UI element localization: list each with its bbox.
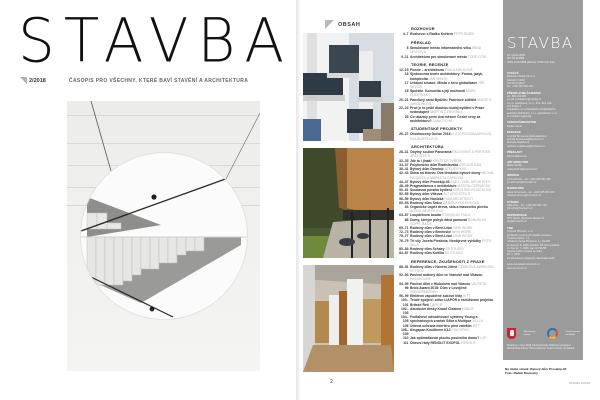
toc-page-range: 8 <box>406 46 409 51</box>
toc-entry-title: Akustické desky Knauf Cleaneo <box>410 306 462 311</box>
toc-entry-text <box>410 251 495 255</box>
toc-entry <box>397 298 495 306</box>
toc-entry-title: Trvalé spojení: zdivo LIAPOR a rozšířování projektu Britské Řeti <box>410 298 494 307</box>
toc-entry <box>397 251 495 255</box>
balconies-icon <box>303 33 394 141</box>
toc-entry-text <box>410 307 495 315</box>
toc-page-range: 94–95 <box>399 281 409 286</box>
toc-entry-author: ATELIER KVS <box>444 167 467 172</box>
toc-page-range: 75–77 <box>399 234 409 239</box>
cover-credit-photo: Foto: Radek Brunecký <box>505 371 538 375</box>
toc-entry-text <box>410 89 495 97</box>
impressum-line: Milena Böhmová <box>507 154 527 158</box>
toc-entry-author: MARK PLÁTOVSKÝ <box>410 89 476 98</box>
toc-entry <box>397 55 495 59</box>
toc-entry-text <box>410 132 495 140</box>
impressum-page <box>495 0 600 400</box>
toc-entry-author: JIŘÍ ŠEVČÍK <box>410 80 485 90</box>
toc-entry <box>397 171 495 179</box>
toc-entry-author: MARTIN ČERVENKA <box>430 110 463 115</box>
toc-entry-title: Rodinný dům v Brně-Líšni <box>410 225 453 230</box>
toc-page-range: 32–33 <box>399 158 409 163</box>
impressum-block-heading: MARKETING <box>507 186 524 191</box>
impressum-line: 150 00 Praha 5 <box>507 82 525 85</box>
impressum-meta <box>507 54 581 64</box>
impressum-block <box>507 72 581 89</box>
toc-entry-title: Ohodnocený Dučan 2018 <box>410 132 451 137</box>
toc-entry-title: Polyfunkční dům Bratislavská <box>410 162 459 167</box>
impressum-line: Markéta Vojtíšková <box>507 141 529 145</box>
toc-entry-author: AV STUDIO <box>444 251 463 256</box>
toc-page-range: 63 <box>404 204 409 209</box>
toc-entry-title: Loupáčkova bouda <box>410 213 441 218</box>
chamber-label: Česká komora architektů <box>565 330 580 336</box>
toc-entry <box>397 328 495 336</box>
toc-entry <box>397 239 495 247</box>
toc-entry-text <box>410 286 495 294</box>
toc-entry-author: SP STUDIO <box>445 246 464 251</box>
toc-entry-title: Urbánní situace. Města v šeru globalizace <box>410 80 478 85</box>
toc-entry-title: Tři vily Josefa Pleskota. Neobjevné vyhlídky <box>410 238 482 243</box>
impressum-block <box>507 131 581 148</box>
toc-page-range: 25 <box>404 114 409 119</box>
toc-page-range: 22–24 <box>399 106 409 111</box>
toc-page-range: 69–71 <box>399 225 409 230</box>
toc-entry-author: RENOLIT <box>461 340 476 345</box>
toc-entry <box>397 98 495 106</box>
impressum-line: Ludmila Bonneová (šéfredaktorka) <box>507 134 547 138</box>
toc-page-range: 20–21 <box>399 97 409 102</box>
toc-entry <box>397 218 495 226</box>
toc-entry-title: Brick Award 2018: Dům v Lovojírně <box>410 285 467 290</box>
toc-entry-author: ATELIER SAM <box>459 162 482 167</box>
toc-page-range: 64–67 <box>399 213 409 218</box>
toc-page-range: 92–93 <box>399 273 409 278</box>
balconies-facade-photo <box>303 33 394 141</box>
toc-entry-author: HELAHOUSE <box>410 277 431 282</box>
toc-entry-author: DANIELA POLÁNKOVÁ <box>442 200 480 205</box>
toc-entry <box>397 132 495 140</box>
cover-credit <box>505 367 566 375</box>
toc-entry-text <box>410 81 495 89</box>
toc-entry-text <box>410 46 495 54</box>
impressum-line: jiri.lochman@bmczech.cz <box>507 180 537 184</box>
ceska-komora-architektu-icon <box>547 328 558 339</box>
impressum-block <box>507 263 581 270</box>
impressum-line: DTP Studio, Business Media CZ <box>507 217 545 221</box>
toc-entry <box>397 46 495 54</box>
impressum-line: ludmila.bonneova@bmczech.cz <box>507 138 544 142</box>
ministry-label: Ministerstvo kultury <box>523 330 536 336</box>
interior-corridor-photo <box>303 265 394 372</box>
impressum-block-heading: ART DIRECTOR <box>507 160 529 165</box>
toc-page-range: 106 <box>402 323 409 328</box>
toc-entry-text <box>410 239 495 247</box>
toc-entry <box>397 315 495 323</box>
meta-line: 25. ročník 2018 <box>507 54 525 57</box>
toc-page-range: 84–87 <box>399 251 409 256</box>
toc-section-title: TEORIE, RECENZE <box>411 62 449 68</box>
impressum-panel <box>503 0 583 360</box>
toc-entry-author: VAI RETA <box>471 281 487 286</box>
toc-entry-author: PETR SKLA <box>410 238 492 247</box>
toc-entry-title: Sjednocená teorie architektury: Forma, jazyk, komplexita <box>410 72 484 81</box>
toc-page-range: 76–79 <box>399 238 409 243</box>
toc-section-title: STUDENTSKÉ PROJEKTY <box>411 126 463 132</box>
toc-entry-author: BOHUSLAV VOPPL BASÍK <box>410 217 487 226</box>
toc-entry-author: JAN JEHLÍK <box>428 76 448 81</box>
toc-page-range: 50–51 <box>399 188 409 193</box>
toc-entry-title: Pragmatismus v architektuře <box>410 183 457 188</box>
toc-entry-title: Rodinný dům v Brně-Líšni <box>410 234 453 239</box>
toc-entry-title: Pasivní rodinný dům ve Vranově nad Vltavou <box>410 273 483 278</box>
heading-triangle-icon <box>325 20 334 29</box>
toc-entry-title: Sláva na židovu. Dva tírmkahé bytové domy <box>410 171 481 176</box>
toc-entry-title: Jde to i jinak! <box>410 158 432 163</box>
impressum-line: Českou poštou, s.p. <box>507 236 530 240</box>
toc-page-range: 4–7 <box>402 32 409 37</box>
toc-section-title: PŘEKLAD <box>411 39 431 45</box>
toc-entry-title: Co ukázaly první dva měsíce České ceny za architekturu? <box>410 114 481 123</box>
toc-entry-author: TODD OTÍS <box>467 54 487 59</box>
impressum-line: 26. 2. 2018 <box>507 253 520 257</box>
toc-entry-title: Proč je to ještě dlouhou budoj bydlení v Praze nedostupné <box>410 106 485 115</box>
toc-entry <box>397 81 495 89</box>
impressum-line: hana.krmenova@bmczech.cz <box>507 194 542 198</box>
toc-entry-author: LXP <box>480 336 487 341</box>
toc-entry <box>397 150 495 158</box>
impressum-block-heading: INZERCE <box>507 173 520 178</box>
toc-entry-title: Rodinný dům Kutilka <box>410 251 444 256</box>
toc-entry-author: MARTIN ČERNÁČEK <box>457 183 491 188</box>
toc-entry-author: XELLA <box>472 319 483 324</box>
impressum-block-heading: PŘEKLADY <box>507 150 523 155</box>
impressum-block-heading: VEDOUCÍ REDAKTOR <box>507 120 537 125</box>
toc-entry-title: Architektura pro simulované město <box>410 54 467 59</box>
toc-page-range: 34–37 <box>399 162 409 167</box>
toc-entry-title: Obecní řády RENOLIT EXOFOL <box>410 340 461 345</box>
toc-page-range: 102–103 <box>400 306 409 316</box>
toc-section-title: ROZHOVOR <box>411 26 435 32</box>
toc-entry-author: MICHAL PALAŠČÍK A MARKÉTA ČAPKOVÁ <box>410 171 495 180</box>
toc-entry-author: ALENA VANĚČKOVÁ <box>410 209 443 214</box>
toc-entry-title: Bytový dům Nosická <box>410 196 444 201</box>
toc-entry-title: Obytný soubor Panorama <box>410 150 452 155</box>
toc-entry-author: ISTT <box>472 323 480 328</box>
toc-entry-text <box>410 72 495 80</box>
toc-entry-title: Rodinný dům Schaey <box>410 246 445 251</box>
impressum-block <box>507 92 581 118</box>
toc-entry <box>397 72 495 80</box>
toc-entry-author: PAVLA MELKOVÁ <box>444 68 473 73</box>
wooden-terrace-photo <box>303 148 394 258</box>
toc-entry-title: Simulované město informačního věku <box>410 46 472 51</box>
toc-page-range: 52–55 <box>399 192 409 197</box>
toc-entry-text <box>410 32 495 36</box>
toc-entry-author: HAM ARCHITEKTI <box>444 196 473 201</box>
impressum-line: ze dne 20. 8. 1995 a Dodat. 5/6 Vod vysílania <box>507 243 560 247</box>
impressum-line: dtp@bmczech.cz <box>507 220 527 224</box>
contents-label: OBSAH <box>338 21 361 28</box>
toc-entry <box>397 307 495 315</box>
toc-entry-title: Bytový dům Prosekíp-03 <box>410 179 450 184</box>
toc-entry <box>397 286 495 294</box>
toc-page-range: 100–101 <box>400 298 409 307</box>
toc-page-range: 72–73 <box>399 230 409 235</box>
toc-entry <box>397 265 495 273</box>
toc-entry-title: Panelový areál Bydžlín: Panelové sídliště <box>410 97 477 102</box>
impressum-line: sebíteké distribuční, s.r.o., predplatné, s.r.o. <box>507 111 558 115</box>
impressum-block <box>507 201 581 211</box>
impressum-line: Business Media CZ s.r.o. <box>507 75 536 79</box>
impressum-line: Nádražní 32/32 <box>507 78 525 82</box>
staircase-icon <box>81 153 247 319</box>
impressum-line: jitka.jiha@bmczech.cz <box>507 207 533 211</box>
meta-line: MK ČR E 6684 <box>507 57 525 61</box>
toc-entry-author: LIAPOR <box>429 302 443 307</box>
impressum-block-heading: PŘEDPLATNÉ ČASOPISU <box>507 90 542 95</box>
toc-entry-text <box>410 115 495 123</box>
toc-page-range: 28–31 <box>399 150 409 155</box>
toc-page-range: 80–83 <box>399 246 409 251</box>
impressum-line: matej.kotrba@bmczech.cz <box>507 167 538 171</box>
impressum-line: Stavba potíže uřívatel se tisku: <box>507 250 543 254</box>
impressum-block <box>507 151 581 158</box>
toc-entry-text <box>410 341 495 345</box>
toc-entry-text <box>410 171 495 179</box>
terrace-icon <box>303 148 394 258</box>
impressum-line: ke produkti nejlevněji <box>507 114 532 118</box>
toc-entry-title: Současná povaha bydlení <box>410 188 452 193</box>
toc-page-range: 108–109 <box>400 327 409 337</box>
impressum-line: ze dne 31. 7. 1998. Jan. R-190/98 <box>507 246 547 250</box>
impressum-block <box>507 161 581 171</box>
impressum-block <box>507 187 581 197</box>
impressum-block <box>507 174 581 184</box>
toc-entry-text <box>410 205 495 213</box>
impressum-line: Impress Příbram, s.r.o. <box>507 230 534 234</box>
interior-icon <box>303 265 394 372</box>
toc-page-range: 26–27 <box>399 132 409 137</box>
issue-number: 2/2018 <box>29 77 46 84</box>
impressum-line: Za původnost příspěvků odpovídají autoři. <box>507 256 556 260</box>
contents-heading <box>325 20 360 29</box>
toc-section-title: REFERENCE, ZKUŠENOSTI Z PRAXE <box>411 258 485 264</box>
toc-page-range: 42–43 <box>399 171 409 176</box>
toc-entry-author: KNAUF <box>462 306 474 311</box>
toc-entry-text <box>410 150 495 158</box>
toc-entry-title: Efektivní zapuštěné sokové lišty <box>410 294 463 299</box>
toc-entry-author: PACOVSKÉ A PARTNER ARCHITEKTI <box>410 150 491 159</box>
contents-page <box>300 0 495 400</box>
toc-entry-title: Domy, kterým pohyb dává pamovat <box>410 217 467 222</box>
toc-entry-author: KRYŠTOF TVRDÍK <box>432 158 462 163</box>
impressum-line: tel.: +420 225 351 102 <box>507 85 533 89</box>
toc-page-range: 96–99 <box>399 294 409 299</box>
toc-entry-author: ASEX IVKEL ARCHITEKTI <box>450 179 491 184</box>
impressum-line: odštěpný závod Přeprava, č.j. Nov6/6 <box>507 240 551 244</box>
toc-entry-title: Rozhovor s Radko Květem <box>410 32 453 37</box>
impressum-line: Jiří Lochman – tel.: +420 225 351 446 <box>507 177 551 181</box>
impressum-line: Předplatné ve vydavatelství předplatitelům <box>507 108 556 112</box>
toc-entry-author: NEW WORK <box>451 230 472 235</box>
toc-page-range: 88–91 <box>399 264 409 269</box>
support-note: Projekt je v roce 2018 zabezpečován Podporou programu Ministerstva kultury ČR a podporou České komory architektů <box>507 344 575 351</box>
toc-page-range: 96 <box>404 285 409 290</box>
toc-entry-text <box>410 106 495 114</box>
toc-entry <box>397 273 495 281</box>
impressum-line: 113 Praha 1 <box>507 105 521 109</box>
toc-page-range: 38–41 <box>399 167 409 172</box>
toc-page-range: 9–11 <box>401 54 409 59</box>
impressum-blocks <box>507 72 581 273</box>
ministry-coat-of-arms-icon <box>507 328 516 339</box>
impressum-line: tel.: 800 100 981 <box>507 95 527 99</box>
toc-entry-title: Rodinný dům Srdce <box>410 200 443 205</box>
toc-entry-title: Kingspan Kooltherm K12 <box>410 327 451 332</box>
meta-line: ISSN 1210-9568 (tištěné) / ISSN (on-line) <box>507 60 555 64</box>
impressum-block-heading: VÝROBA <box>507 199 519 204</box>
toc-entry-author: ISTT <box>462 294 471 299</box>
toc-entry-author: KAROLÍNA VOJÁČKOVÁ <box>452 188 492 193</box>
page-number: 2 <box>330 379 333 385</box>
toc-page-range: 56–59 <box>399 196 409 201</box>
toc-entry <box>397 341 495 345</box>
toc-entry-author: KINGSPAN <box>451 327 469 332</box>
impressum-line: Hana Krmenová – tel.: +420 225 351 260 <box>507 190 555 194</box>
impressum-block <box>507 214 581 224</box>
toc-page-range: 17 <box>404 80 409 85</box>
impressum-block <box>507 121 581 128</box>
page-footer: STAVBA 2/2018 <box>568 381 590 385</box>
impressum-line: A.L.C. predplatné, s.r.o., Ř.G. Box 13/L <box>507 101 552 105</box>
cover-subtitle-row <box>20 77 248 84</box>
toc-entry-author: IRINA LEVKOVÁ <box>410 46 481 55</box>
toc-entry-title: Účinná ochrana interiéru před zateklin <box>410 323 472 328</box>
toc-entry-text <box>410 328 495 336</box>
toc-entry-author: NEW WORK <box>453 225 473 230</box>
cover-credit-label: Na titulní straně: Bytový dům Prosekíp-03 <box>505 367 567 371</box>
impressum-line: www.stavbaweb.bmczech.cz <box>507 263 541 267</box>
toc-entry-text <box>410 273 495 281</box>
impressum-block-heading: REPRODUKCE <box>507 212 527 217</box>
toc-page-range: 68 <box>404 217 409 222</box>
toc-page-range: 60–63 <box>399 200 409 205</box>
cover-tagline: ČASOPIS PRO VŠECHNY, KTERÉ BAVÍ STAVĚNÍ A ARCHITEKTURA <box>69 77 249 84</box>
toc-entry-title: Bytový dům Dominic <box>410 167 444 172</box>
toc-page-range: 104–105 <box>400 315 409 324</box>
toc-entry <box>397 205 495 213</box>
toc-entry-title: Podlahové odvodňovací systémy Young a sprchadových značek Silka a Multipor <box>410 315 478 324</box>
toc-entry <box>397 32 495 36</box>
toc-entry-text <box>410 265 495 273</box>
toc-entry <box>397 115 495 123</box>
issue-triangle-icon <box>20 77 27 84</box>
impressum-block-heading: TISK <box>507 225 514 230</box>
toc-entry-title: Bytový dům Vítkova <box>410 192 443 197</box>
toc-entry-title: Jak optimalizovat plochu pasivního domu? <box>410 336 480 341</box>
toc-entry-title: Spolšíte. Komunita a její možnosti <box>410 89 466 94</box>
toc-entry-text <box>410 218 495 226</box>
impressum-block-heading: VYDÁVÁ <box>507 71 519 75</box>
circular-opening-staircase-photo <box>81 153 247 319</box>
impressum-line: marketa.vojtiskova@bmczech.cz <box>507 144 545 148</box>
toc-entry-title: Rodinný dům v Brněnské <box>410 230 451 235</box>
magazine-cover <box>0 0 296 400</box>
toc-section-title: ARCHITEKTURA <box>411 144 444 150</box>
toc-entry-text <box>410 298 495 306</box>
table-of-contents <box>397 23 495 345</box>
toc-entry-author: STANISLAV FIALA <box>441 213 471 218</box>
cover-logo: STAVBA <box>18 4 294 77</box>
toc-page-range: 18 <box>404 89 409 94</box>
impressum-line: www.bmczech.cz <box>507 266 527 270</box>
toc-page-range: 48–49 <box>399 183 409 188</box>
toc-entry-title: Rodinný dům v Novém Jičíně <box>410 264 458 269</box>
impressum-line: Podávání novinových zásilek povoleno <box>507 233 552 237</box>
impressum-line: Radek Starik <box>507 124 522 128</box>
cover-photo <box>67 101 260 371</box>
toc-page-range: 16 <box>404 72 409 77</box>
toc-entry-author: ČEDIKOVÁ MARKOVIC PETROV <box>410 264 495 274</box>
impressum-logo: STAVBA <box>507 34 574 52</box>
toc-entry-author: WIENERBERGER <box>410 290 438 295</box>
toc-entry-title: Pasivní dům v Hlubokém nad Vltavou <box>410 281 471 286</box>
toc-entry-author: JANA TICHÁ <box>432 118 453 123</box>
toc-entry-text <box>410 98 495 106</box>
toc-entry-title: Organické úspěž dřeva, skla a masového plechu <box>410 204 489 209</box>
toc-page-range: 111 <box>403 340 409 345</box>
impressum-line: e-mail: predplatne@stavba.cz <box>507 98 542 102</box>
sponsor-logos <box>507 328 581 339</box>
toc-entry-text <box>410 55 495 59</box>
impressum-block-heading: REDAKCE <box>507 130 521 135</box>
toc-entry-title: Poezie – architektura <box>410 68 444 73</box>
toc-page-range: 44–47 <box>399 179 409 184</box>
toc-entry-author: ALT ARCHITEKTI <box>443 192 471 197</box>
toc-entry-author: PETR ŠIMEK <box>453 32 475 37</box>
toc-entry-author: LUCIE ROUSBAUEROVÁ, EVA BURTELOVÁ <box>410 132 492 141</box>
toc-entry-text <box>410 315 495 323</box>
toc-entry <box>397 106 495 114</box>
impressum-line: Matěj Kotrba <box>507 164 522 168</box>
toc-entry <box>397 89 495 97</box>
toc-page-range: 110 <box>403 336 409 341</box>
toc-entry-author: MARIE D. JAROLÍNOVÁ <box>410 97 493 106</box>
impressum-block <box>507 227 581 260</box>
toc-page-range: 12–15 <box>399 68 409 73</box>
impressum-line: Jitka Jíha – tel.: +420 225 351 133 <box>507 203 547 207</box>
toc-entry-author: NEW WORK <box>453 234 473 239</box>
